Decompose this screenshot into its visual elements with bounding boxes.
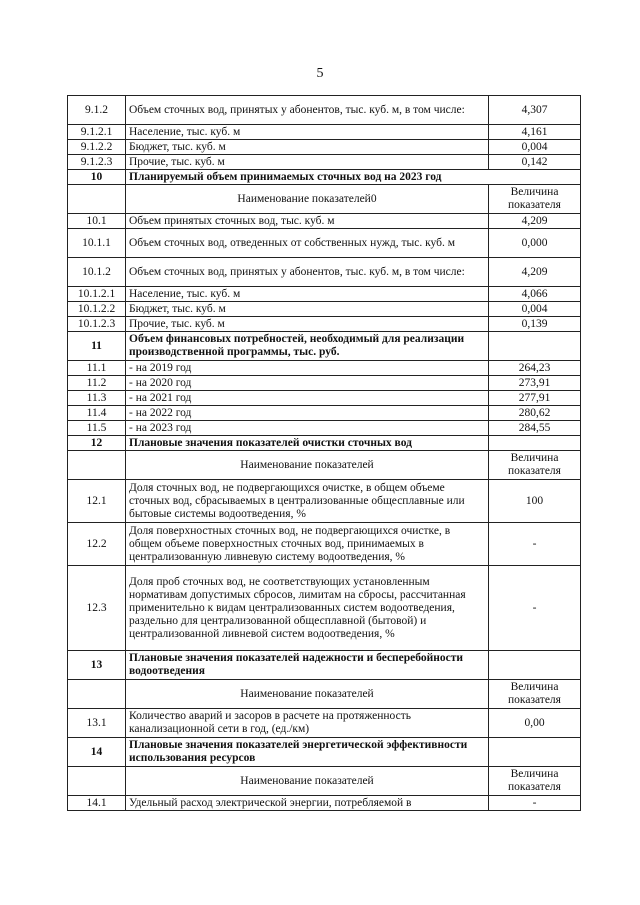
section-number: 13 <box>68 651 126 680</box>
table-row <box>68 229 581 258</box>
table-row <box>68 96 581 125</box>
row-description: Доля проб сточных вод, не соответствующих установленным нормативам допустимых сбросов, лимитам на сбросы, рассчитанная применительно к видам централизованных систем водоотведения, раздельно для централизованной общесплавной (бытовой) и централизованной ливневой систем водоотведения, % <box>126 566 489 651</box>
row-description: - на 2021 год <box>126 391 489 406</box>
row-description: Прочие, тыс. куб. м <box>126 317 489 332</box>
row-description: Бюджет, тыс. куб. м <box>126 302 489 317</box>
row-number: 12.3 <box>68 566 126 651</box>
row-value: 4,307 <box>489 96 581 125</box>
row-description: Объем принятых сточных вод, тыс. куб. м <box>126 214 489 229</box>
column-header-value: Величина показателя <box>489 185 581 214</box>
row-description: Объем сточных вод, отведенных от собственных нужд, тыс. куб. м <box>126 229 489 258</box>
section-title: Объем финансовых потребностей, необходимый для реализации производственной программы, тыс. руб. <box>126 332 489 361</box>
section-header-row <box>68 651 581 680</box>
row-number: 14.1 <box>68 796 126 811</box>
column-header-value: Величина показателя <box>489 680 581 709</box>
column-header-row <box>68 680 581 709</box>
empty-cell <box>489 436 581 451</box>
row-number: 9.1.2.1 <box>68 125 126 140</box>
section-header-row <box>68 170 581 185</box>
row-number: 12.1 <box>68 480 126 523</box>
row-description: Объем сточных вод, принятых у абонентов, тыс. куб. м, в том числе: <box>126 96 489 125</box>
empty-cell <box>68 451 126 480</box>
row-value: 4,209 <box>489 258 581 287</box>
row-number: 13.1 <box>68 709 126 738</box>
row-value: - <box>489 566 581 651</box>
row-number: 10.1.2.2 <box>68 302 126 317</box>
row-value: 0,004 <box>489 302 581 317</box>
table-row <box>68 421 581 436</box>
section-number: 14 <box>68 738 126 767</box>
table-row <box>68 258 581 287</box>
row-value: 4,161 <box>489 125 581 140</box>
column-header-row <box>68 767 581 796</box>
row-number: 9.1.2 <box>68 96 126 125</box>
table-row <box>68 406 581 421</box>
row-number: 11.5 <box>68 421 126 436</box>
table-row <box>68 709 581 738</box>
section-title: Планируемый объем принимаемых сточных вод на 2023 год <box>126 170 581 185</box>
row-description: Бюджет, тыс. куб. м <box>126 140 489 155</box>
section-number: 10 <box>68 170 126 185</box>
table-row <box>68 376 581 391</box>
row-number: 9.1.2.3 <box>68 155 126 170</box>
row-value: 284,55 <box>489 421 581 436</box>
empty-cell <box>68 185 126 214</box>
row-description: - на 2019 год <box>126 361 489 376</box>
row-number: 11.2 <box>68 376 126 391</box>
row-number: 11.4 <box>68 406 126 421</box>
column-header-name: Наименование показателей <box>126 680 489 709</box>
row-value: 280,62 <box>489 406 581 421</box>
row-description: Доля поверхностных сточных вод, не подвергающихся очистке, в общем объеме поверхностных сточных вод, принимаемых в централизованную ливневую систему водоотведения, % <box>126 523 489 566</box>
column-header-value: Величина показателя <box>489 451 581 480</box>
row-value: 4,209 <box>489 214 581 229</box>
section-number: 12 <box>68 436 126 451</box>
row-value: 4,066 <box>489 287 581 302</box>
table-row <box>68 391 581 406</box>
empty-cell <box>489 738 581 767</box>
row-number: 11.1 <box>68 361 126 376</box>
row-description: Прочие, тыс. куб. м <box>126 155 489 170</box>
section-number: 11 <box>68 332 126 361</box>
row-value: - <box>489 796 581 811</box>
row-number: 10.1.2.3 <box>68 317 126 332</box>
row-number: 10.1.1 <box>68 229 126 258</box>
table-row <box>68 155 581 170</box>
empty-cell <box>68 767 126 796</box>
row-value: 0,142 <box>489 155 581 170</box>
indicators-table <box>67 95 581 811</box>
column-header-row <box>68 451 581 480</box>
row-description: Удельный расход электрической энергии, потребляемой в <box>126 796 489 811</box>
empty-cell <box>489 332 581 361</box>
table-row <box>68 140 581 155</box>
row-value: 0,00 <box>489 709 581 738</box>
table-row <box>68 287 581 302</box>
table-row <box>68 125 581 140</box>
section-title: Плановые значения показателей очистки сточных вод <box>126 436 489 451</box>
column-header-name: Наименование показателей <box>126 767 489 796</box>
row-number: 10.1 <box>68 214 126 229</box>
table-row <box>68 480 581 523</box>
row-description: Объем сточных вод, принятых у абонентов, тыс. куб. м, в том числе: <box>126 258 489 287</box>
row-number: 12.2 <box>68 523 126 566</box>
empty-cell <box>489 651 581 680</box>
column-header-name: Наименование показателей0 <box>126 185 489 214</box>
row-description: - на 2020 год <box>126 376 489 391</box>
section-header-row <box>68 332 581 361</box>
row-value: 264,23 <box>489 361 581 376</box>
row-number: 10.1.2.1 <box>68 287 126 302</box>
table-row <box>68 317 581 332</box>
row-value: 0,139 <box>489 317 581 332</box>
section-header-row <box>68 738 581 767</box>
row-value: 100 <box>489 480 581 523</box>
column-header-value: Величина показателя <box>489 767 581 796</box>
empty-cell <box>68 680 126 709</box>
row-number: 11.3 <box>68 391 126 406</box>
row-value: 273,91 <box>489 376 581 391</box>
section-title: Плановые значения показателей надежности и бесперебойности водоотведения <box>126 651 489 680</box>
table-row <box>68 302 581 317</box>
row-description: - на 2023 год <box>126 421 489 436</box>
page-number: 5 <box>316 66 324 81</box>
table-row <box>68 796 581 811</box>
row-value: - <box>489 523 581 566</box>
table-row <box>68 214 581 229</box>
row-description: Доля сточных вод, не подвергающихся очистке, в общем объеме сточных вод, сбрасываемых в централизованные общесплавные или бытовые системы водоотведения, % <box>126 480 489 523</box>
table-row <box>68 566 581 651</box>
row-description: Население, тыс. куб. м <box>126 287 489 302</box>
row-description: Количество аварий и засоров в расчете на протяженность канализационной сети в год, (ед./км) <box>126 709 489 738</box>
row-value: 277,91 <box>489 391 581 406</box>
row-description: Население, тыс. куб. м <box>126 125 489 140</box>
row-description: - на 2022 год <box>126 406 489 421</box>
row-value: 0,000 <box>489 229 581 258</box>
row-value: 0,004 <box>489 140 581 155</box>
table-row <box>68 361 581 376</box>
column-header-name: Наименование показателей <box>126 451 489 480</box>
row-number: 9.1.2.2 <box>68 140 126 155</box>
section-header-row <box>68 436 581 451</box>
section-title: Плановые значения показателей энергетической эффективности использования ресурсов <box>126 738 489 767</box>
column-header-row <box>68 185 581 214</box>
row-number: 10.1.2 <box>68 258 126 287</box>
table-row <box>68 523 581 566</box>
